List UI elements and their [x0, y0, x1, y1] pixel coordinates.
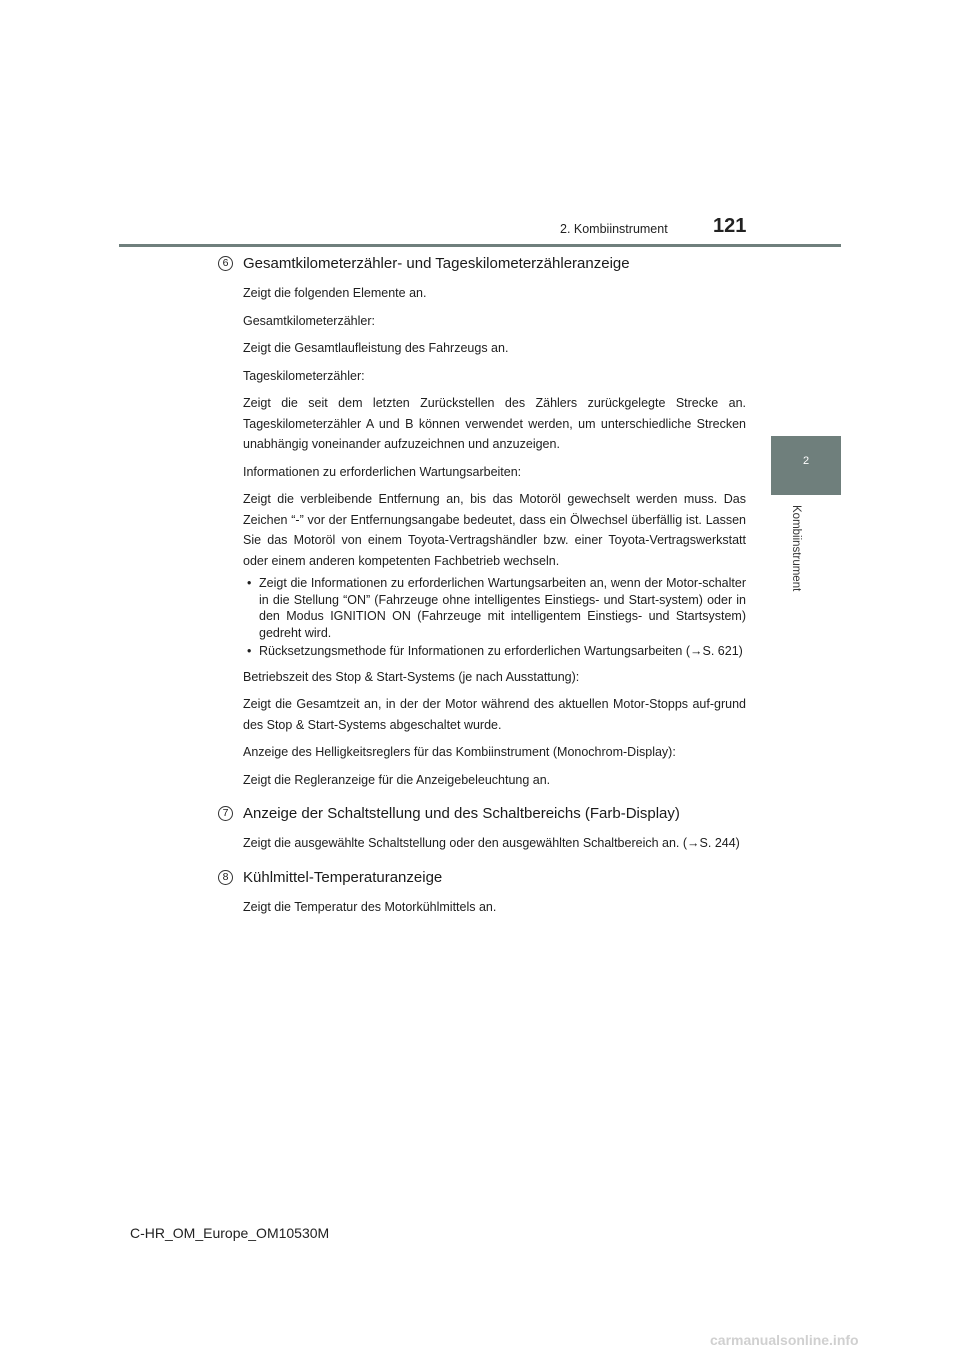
- circled-number-badge: 8: [218, 870, 233, 885]
- bullet-list: [243, 575, 746, 660]
- section-coolant-temperature: [218, 867, 746, 918]
- paragraph: Anzeige des Helligkeitsreglers für das Kombiinstrument (Monochrom-Display):: [243, 745, 676, 759]
- paragraph: Zeigt die verbleibende Entfernung an, bis das Motoröl gewechselt werden muss. Das Zeichen “-” vor der Entfernungsangabe bedeutet, dass ein Ölwechsel überfällig ist. Lassen Sie das Motoröl von einem Toyota-Vertragshändler bzw. einer Toyota-Vertragswerkstatt oder einem anderen kompetenten Fachbetrieb wechseln.: [243, 492, 746, 568]
- section-heading: [218, 867, 746, 889]
- chapter-tab-number: 2: [802, 455, 810, 467]
- section-shift-position: [218, 803, 746, 854]
- list-item: • Zeigt die Informationen zu erforderlichen Wartungsarbeiten an, wenn der Motor-schalter in die Stellung “ON” (Fahrzeuge ohne intelligentes Einstiegs- und Start-system) oder in den Modus IGNITION ON (Fahrzeuge mit intelligentem Einstiegs- und Startsystem) gedreht wird.: [247, 576, 746, 640]
- header-divider: [119, 244, 841, 247]
- circled-number-badge: 6: [218, 256, 233, 271]
- section-body: [218, 897, 746, 918]
- chapter-side-tab: [771, 436, 841, 495]
- section-heading: [218, 803, 746, 825]
- paragraph: Zeigt die Regleranzeige für die Anzeigebeleuchtung an.: [243, 772, 551, 787]
- watermark: carmanualsonline.info: [710, 1332, 859, 1348]
- paragraph: Zeigt die ausgewählte Schaltstellung oder den ausgewählten Schaltbereich an. (→S. 244): [243, 836, 740, 850]
- paragraph: Zeigt die Gesamtzeit an, in der der Motor während des aktuellen Motor-Stopps auf-grund des Stop & Start-Systems abgeschaltet wurde.: [243, 697, 746, 732]
- list-item-text: Rücksetzungsmethode für Informationen zu erforderlichen Wartungsarbeiten (→S. 621): [259, 644, 743, 658]
- header-chapter-title: 2. Kombiinstrument: [560, 222, 668, 236]
- footer-document-code: C-HR_OM_Europe_OM10530M: [130, 1225, 330, 1241]
- section-heading: [218, 253, 746, 275]
- paragraph: Zeigt die Gesamtlaufleistung des Fahrzeugs an.: [243, 341, 509, 355]
- section-body: [218, 283, 746, 790]
- section-body: [218, 833, 746, 854]
- paragraph: Zeigt die seit dem letzten Zurückstellen des Zählers zurückgelegte Strecke an. Tageskilometerzähler A und B können verwendet werden, um unterschiedliche Strecken unabhängig voneinander aufzuzeichnen und anzuzeigen.: [243, 396, 746, 451]
- paragraph: Zeigt die Temperatur des Motorkühlmittels an.: [243, 899, 497, 914]
- section-heading-text: Gesamtkilometerzähler- und Tageskilometerzähleranzeige: [243, 255, 630, 272]
- section-heading-text: Kühlmittel-Temperaturanzeige: [243, 868, 443, 886]
- circled-number-badge: 7: [218, 806, 233, 821]
- paragraph: Tageskilometerzähler:: [243, 368, 365, 383]
- paragraph: Betriebszeit des Stop & Start-Systems (je nach Ausstattung):: [243, 669, 580, 684]
- section-odometer: [218, 253, 746, 790]
- paragraph: Zeigt die folgenden Elemente an.: [243, 286, 427, 300]
- page-content: [218, 253, 746, 924]
- chapter-side-label: Kombiinstrument: [790, 505, 802, 592]
- list-item: • Rücksetzungsmethode für Informationen zu erforderlichen Wartungsarbeiten (→S. 621): [247, 644, 743, 658]
- paragraph: Gesamtkilometerzähler:: [243, 313, 375, 328]
- page-number: 121: [713, 215, 747, 237]
- section-heading-text: Anzeige der Schaltstellung und des Schaltbereichs (Farb-Display): [243, 805, 680, 822]
- paragraph: Informationen zu erforderlichen Wartungsarbeiten:: [243, 464, 522, 479]
- list-item-text: Zeigt die Informationen zu erforderlichen Wartungsarbeiten an, wenn der Motor-schalter in die Stellung “ON” (Fahrzeuge ohne intelligentes Einstiegs- und Start-system) oder in den Modus IGNITION ON (Fahrzeuge mit intelligentem Einstiegs- und Startsystem) gedreht wird.: [259, 576, 746, 640]
